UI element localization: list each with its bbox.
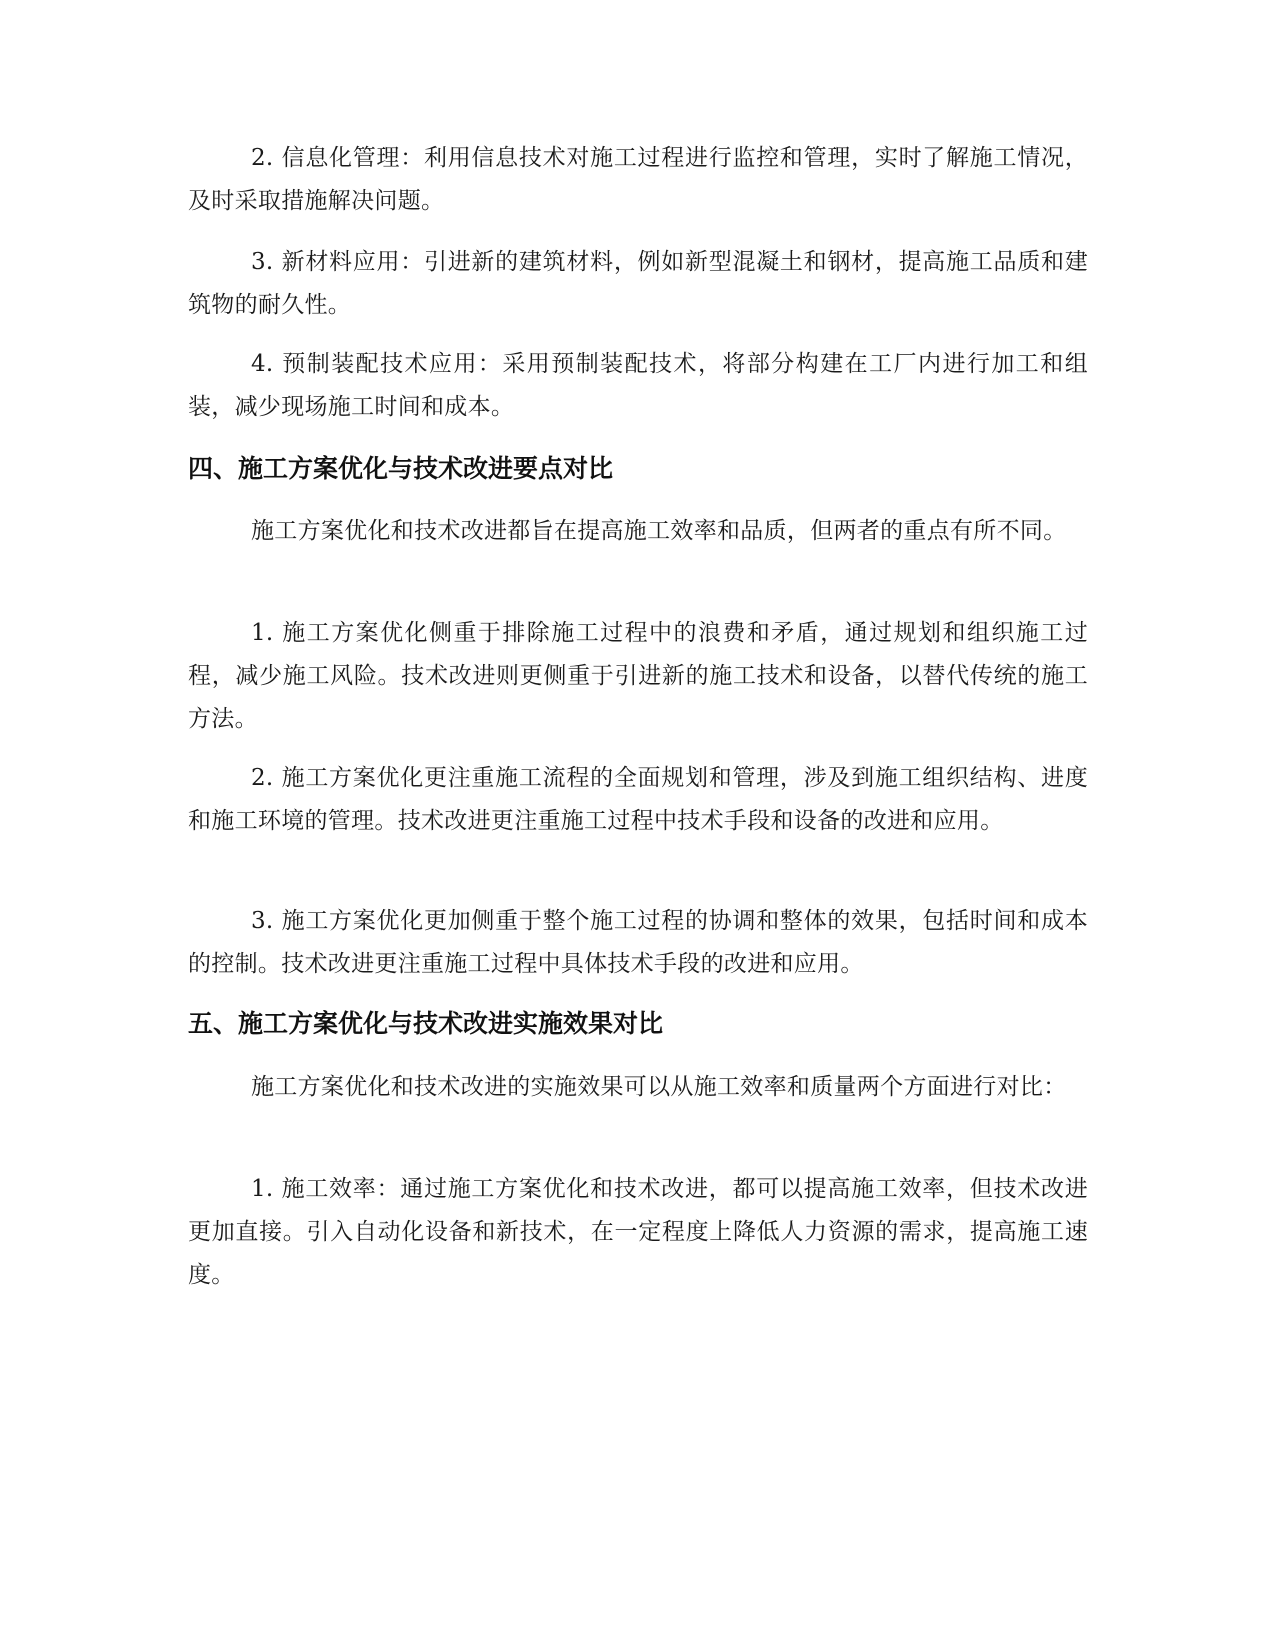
paragraph-text: 施工方案优化和技术改进的实施效果可以从施工效率和质量两个方面进行对比：	[251, 1074, 1067, 1100]
section-heading-text: 四、施工方案优化与技术改进要点对比	[188, 454, 614, 483]
paragraph-intro-effects	[188, 1066, 1088, 1109]
paragraph-text: 4. 预制装配技术应用：采用预制装配技术，将部分构建在工厂内进行加工和组装，减少现场施工时间和成本。	[188, 351, 1088, 420]
paragraph-text: 1. 施工效率：通过施工方案优化和技术改进，都可以提高施工效率，但技术改进更加直接。引入自动化设备和新技术，在一定程度上降低人力资源的需求，提高施工速度。	[188, 1176, 1088, 1288]
paragraph-text: 2. 施工方案优化更注重施工流程的全面规划和管理，涉及到施工组织结构、进度和施工环境的管理。技术改进更注重施工过程中技术手段和设备的改进和应用。	[188, 765, 1088, 834]
section-heading-4	[188, 449, 1088, 489]
paragraph-point-2	[188, 757, 1088, 843]
paragraph-efficiency	[188, 1168, 1088, 1297]
paragraph-text: 施工方案优化和技术改进都旨在提高施工效率和品质，但两者的重点有所不同。	[251, 518, 1067, 544]
paragraph-new-materials	[188, 241, 1088, 327]
paragraph-text: 2. 信息化管理：利用信息技术对施工过程进行监控和管理，实时了解施工情况，及时采取措施解决问题。	[188, 145, 1088, 214]
section-heading-text: 五、施工方案优化与技术改进实施效果对比	[188, 1009, 664, 1038]
paragraph-text: 3. 施工方案优化更加侧重于整个施工过程的协调和整体的效果，包括时间和成本的控制。技术改进更注重施工过程中具体技术手段的改进和应用。	[188, 908, 1088, 977]
paragraph-text: 1. 施工方案优化侧重于排除施工过程中的浪费和矛盾，通过规划和组织施工过程，减少施工风险。技术改进则更侧重于引进新的施工技术和设备，以替代传统的施工方法。	[188, 620, 1088, 732]
paragraph-point-1	[188, 612, 1088, 741]
paragraph-informatization	[188, 137, 1088, 223]
paragraph-intro-comparison	[188, 510, 1088, 553]
section-heading-5	[188, 1004, 1088, 1044]
paragraph-text: 3. 新材料应用：引进新的建筑材料，例如新型混凝土和钢材，提高施工品质和建筑物的耐久性。	[188, 249, 1088, 318]
paragraph-point-3	[188, 900, 1088, 986]
paragraph-prefab	[188, 343, 1088, 429]
